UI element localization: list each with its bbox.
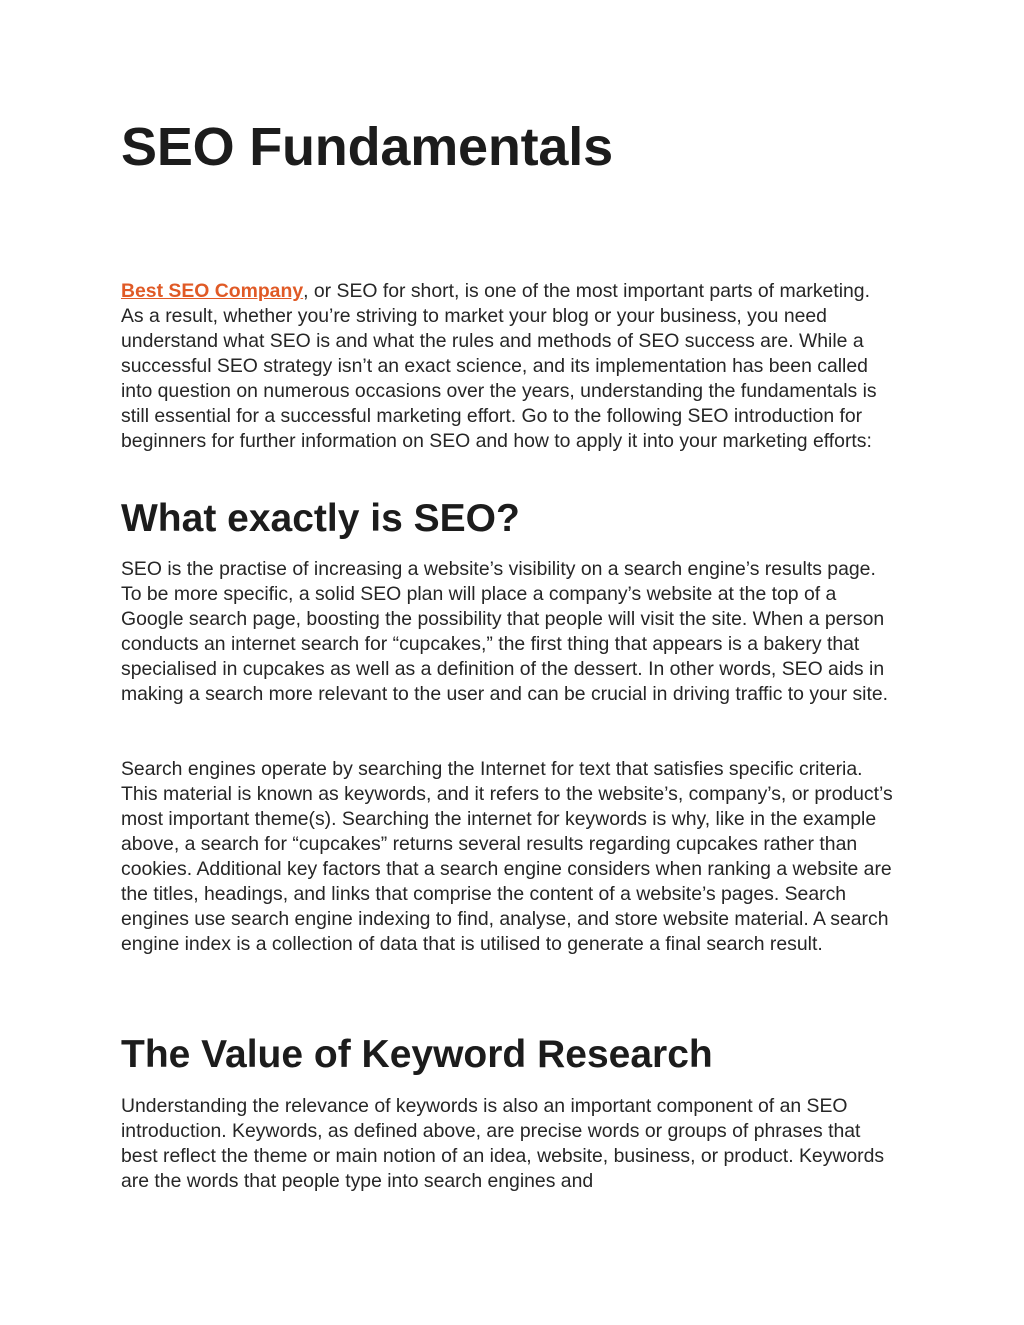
page-title: SEO Fundamentals (121, 117, 613, 177)
paragraph-keyword-research-1: Understanding the relevance of keywords is also an important component of an SEO introduction. Keywords, as defined above, are precise words or groups of phrases that best reflect the theme or main notion of an idea, website, business, or product. Keywords are the words that people type into search engines and (121, 1095, 885, 1192)
best-seo-company-link[interactable]: Best SEO Company (121, 280, 304, 302)
paragraph-what-is-seo-2: Search engines operate by searching the Internet for text that satisfies specific criteria. This material is known as keywords, and it refers to the website’s, company’s, or product’s most important theme(s). Searching the internet for keywords is why, like in the example above, a search for “cupcakes” returns several results regarding cupcakes rather than cookies. Additional key factors that a search engine considers when ranking a website are the titles, headings, and links that comprise the content of a website’s pages. Search engines use search engine indexing to find, analyse, and store website material. A search engine index is a collection of data that is utilised to generate a final search result. (121, 758, 893, 955)
intro-paragraph (121, 279, 896, 454)
intro-text: , or SEO for short, is one of the most important parts of marketing. As a result, whether you’re striving to market your blog or your business, you need understand what SEO is and what the rules and methods of SEO success are. While a successful SEO strategy isn’t an exact science, and its implementation has been called into question on numerous occasions over the years, understanding the fundamentals is still essential for a successful marketing effort. Go to the following SEO introduction for beginners for further information on SEO and how to apply it into your marketing efforts: (121, 280, 877, 452)
section-heading-what-is-seo: What exactly is SEO? (121, 497, 520, 540)
section-heading-keyword-research: The Value of Keyword Research (121, 1033, 713, 1076)
paragraph-what-is-seo-1: SEO is the practise of increasing a website’s visibility on a search engine’s results page. To be more specific, a solid SEO plan will place a company’s website at the top of a Google search page, boosting the possibility that people will visit the site. When a person conducts an internet search for “cupcakes,” the first thing that appears is a bakery that specialised in cupcakes as well as a definition of the dessert. In other words, SEO aids in making a search more relevant to the user and can be crucial in driving traffic to your site. (121, 558, 889, 705)
